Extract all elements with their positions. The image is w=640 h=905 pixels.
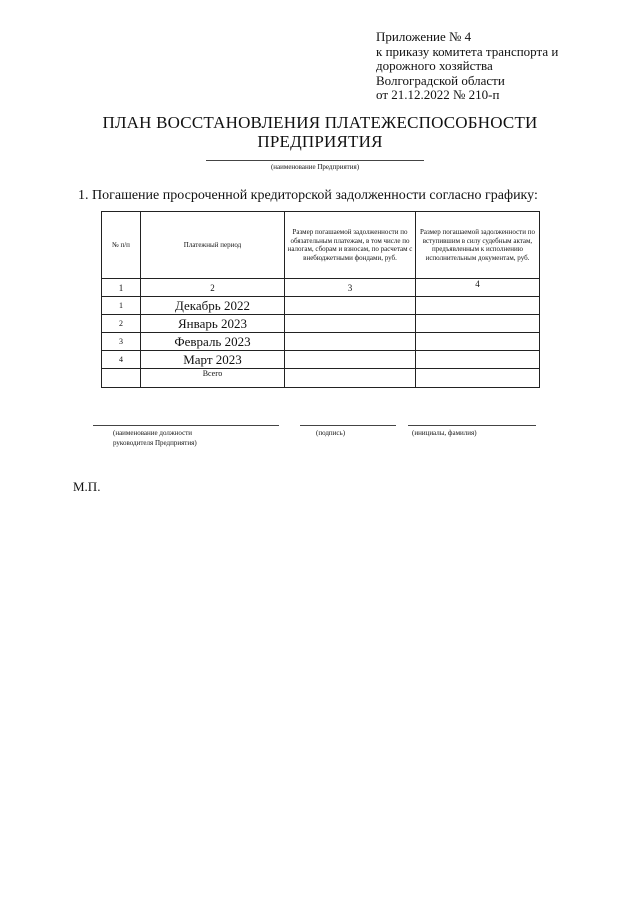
appendix-line: Приложение № 4: [376, 29, 472, 44]
header-court-debts: Размер погашаемой задолженности по вступившим в силу судебным актам, предъявленным к исполнению исполнительным документам, руб.: [416, 212, 540, 279]
column-number: 4: [416, 279, 540, 297]
total-label: Всего: [141, 369, 285, 388]
table-row: [102, 351, 540, 369]
enterprise-name-caption: (наименование Предприятия): [270, 163, 360, 171]
row-mandatory-amount: [285, 297, 416, 315]
title-line-1: ПЛАН ВОССТАНОВЛЕНИЯ ПЛАТЕЖЕСПОСОБНОСТИ: [102, 113, 538, 132]
position-signature-line: [93, 425, 279, 426]
row-court-amount: [416, 333, 540, 351]
row-period: Январь 2023: [141, 315, 285, 333]
row-mandatory-amount: [285, 333, 416, 351]
total-court-amount: [416, 369, 540, 388]
row-number: 3: [102, 333, 141, 351]
total-mandatory-amount: [285, 369, 416, 388]
total-number-cell: [102, 369, 141, 388]
column-numbering-row: [102, 279, 540, 297]
title-line-2: ПРЕДПРИЯТИЯ: [257, 132, 383, 151]
page-title: [0, 113, 640, 151]
row-mandatory-amount: [285, 351, 416, 369]
column-number: 3: [285, 279, 416, 297]
column-number: 1: [102, 279, 141, 297]
total-row: [102, 369, 540, 388]
table-header-row: [102, 212, 540, 279]
position-caption-line-1: (наименование должности: [113, 429, 193, 437]
header-number: № п/п: [102, 212, 141, 279]
table-row: [102, 297, 540, 315]
row-period: Февраль 2023: [141, 333, 285, 351]
appendix-line: дорожного хозяйства: [376, 58, 493, 73]
row-court-amount: [416, 297, 540, 315]
column-number: 2: [141, 279, 285, 297]
stamp-label: М.П.: [73, 479, 101, 494]
appendix-block: [376, 30, 626, 103]
header-mandatory-payments: Размер погашаемой задолженности по обязательным платежам, в том числе по налогам, сборам и взносам, по расчетам с внебюджетными фондами, руб.: [285, 212, 416, 279]
row-period: Декабрь 2022: [141, 297, 285, 315]
repayment-schedule-table: [101, 211, 540, 388]
signature-line: [300, 425, 396, 426]
enterprise-name-line: [206, 160, 424, 161]
table-row: [102, 333, 540, 351]
position-caption: [113, 428, 197, 448]
row-court-amount: [416, 315, 540, 333]
row-period: Март 2023: [141, 351, 285, 369]
appendix-line: к приказу комитета транспорта и: [376, 43, 559, 59]
section-heading: 1. Погашение просроченной кредиторской задолженности согласно графику:: [78, 188, 538, 203]
signature-caption: (подпись): [316, 429, 346, 437]
appendix-line: от 21.12.2022 № 210-п: [376, 87, 500, 102]
header-period: Платежный период: [141, 212, 285, 279]
table-row: [102, 315, 540, 333]
position-caption-line-2: руководителя Предприятия): [113, 439, 197, 447]
row-number: 4: [102, 351, 141, 369]
name-signature-line: [408, 425, 536, 426]
row-number: 1: [102, 297, 141, 315]
appendix-line: Волгоградской области: [376, 72, 505, 88]
row-court-amount: [416, 351, 540, 369]
name-caption: (инициалы, фамилия): [412, 429, 477, 437]
row-number: 2: [102, 315, 141, 333]
row-mandatory-amount: [285, 315, 416, 333]
